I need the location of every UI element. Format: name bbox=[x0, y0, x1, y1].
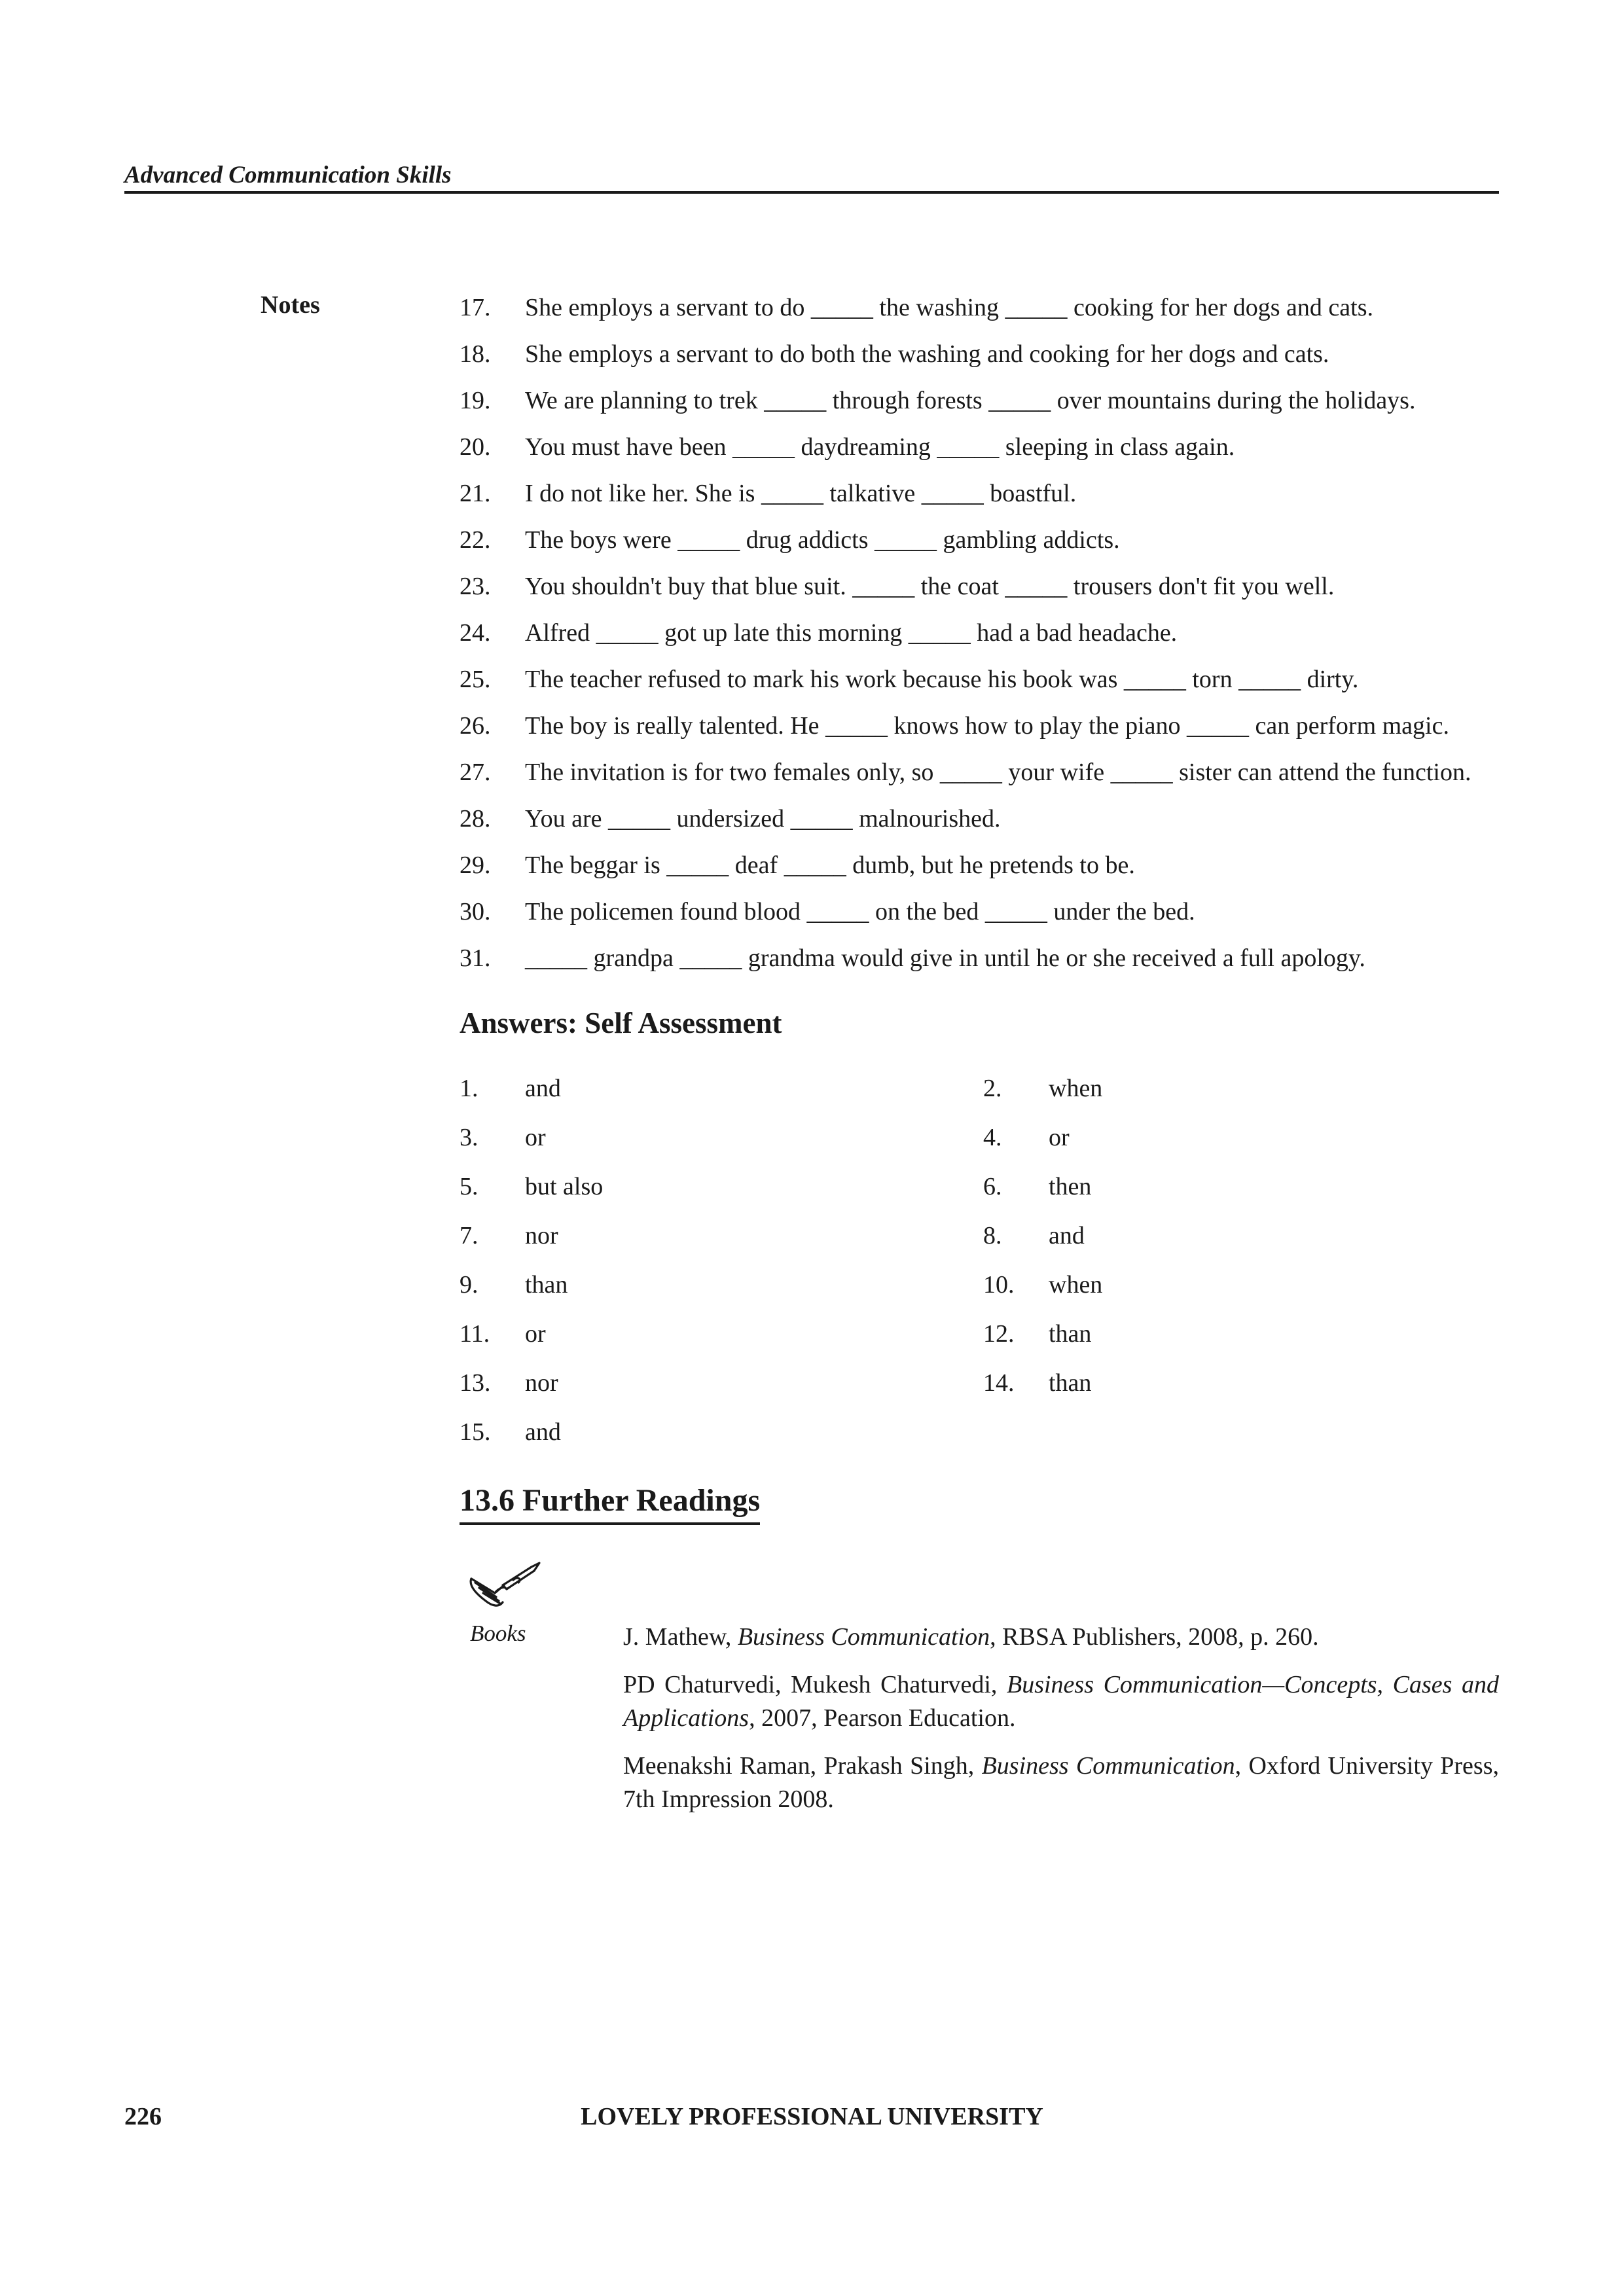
answer-text: when bbox=[1049, 1075, 1103, 1102]
answer-number: 11. bbox=[460, 1320, 490, 1348]
question-item bbox=[460, 756, 1499, 789]
answer-item bbox=[460, 1367, 983, 1400]
question-text: The boys were _____ drug addicts _____ gambling addicts. bbox=[525, 526, 1120, 554]
question-number: 18. bbox=[460, 340, 491, 368]
main-content bbox=[460, 291, 1499, 1831]
page-number: 226 bbox=[124, 2103, 162, 2130]
answer-text: then bbox=[1049, 1173, 1092, 1200]
references-list bbox=[623, 1559, 1499, 1831]
question-item bbox=[460, 802, 1499, 836]
reference-title: Business Communication bbox=[737, 1623, 990, 1651]
question-number: 31. bbox=[460, 944, 491, 972]
question-item bbox=[460, 663, 1499, 696]
reference-authors: J. Mathew, bbox=[623, 1623, 738, 1651]
question-number: 29. bbox=[460, 852, 491, 879]
answer-number: 13. bbox=[460, 1369, 491, 1397]
answer-item bbox=[460, 1268, 983, 1302]
question-item bbox=[460, 291, 1499, 325]
answers-list bbox=[460, 1072, 1499, 1449]
answer-text: and bbox=[525, 1075, 561, 1102]
question-text: You are _____ undersized _____ malnourished. bbox=[525, 805, 1001, 833]
question-item bbox=[460, 570, 1499, 603]
answer-item bbox=[460, 1219, 983, 1253]
question-item bbox=[460, 384, 1499, 418]
answer-number: 15. bbox=[460, 1418, 491, 1446]
question-text: You must have been _____ daydreaming _____ sleeping in class again. bbox=[525, 433, 1235, 461]
answer-text: or bbox=[525, 1320, 546, 1348]
answer-text: but also bbox=[525, 1173, 604, 1200]
reference-title: Business Communication—Concepts, Cases and Applications bbox=[623, 1671, 1499, 1732]
answer-number: 6. bbox=[983, 1173, 1002, 1200]
answer-number: 10. bbox=[983, 1271, 1015, 1299]
answer-number: 7. bbox=[460, 1222, 478, 1249]
answer-text: when bbox=[1049, 1271, 1103, 1299]
question-item bbox=[460, 942, 1499, 975]
question-number: 19. bbox=[460, 387, 491, 414]
answer-number: 9. bbox=[460, 1271, 478, 1299]
question-number: 28. bbox=[460, 805, 491, 833]
question-text: She employs a servant to do both the washing and cooking for her dogs and cats. bbox=[525, 340, 1329, 368]
answer-text: than bbox=[525, 1271, 568, 1299]
answer-text: than bbox=[1049, 1320, 1092, 1348]
question-number: 27. bbox=[460, 759, 491, 786]
reference-authors: PD Chaturvedi, Mukesh Chaturvedi, bbox=[623, 1671, 1007, 1698]
answer-item bbox=[460, 1072, 983, 1105]
question-number: 23. bbox=[460, 573, 491, 600]
further-readings-heading: 13.6 Further Readings bbox=[460, 1480, 760, 1525]
books-hand-pen-icon bbox=[466, 1559, 543, 1618]
answer-item bbox=[983, 1318, 1499, 1351]
answer-text: and bbox=[525, 1418, 561, 1446]
question-list bbox=[460, 291, 1499, 975]
question-number: 17. bbox=[460, 294, 491, 321]
question-number: 30. bbox=[460, 898, 491, 925]
answer-item bbox=[460, 1318, 983, 1351]
answer-text: than bbox=[1049, 1369, 1092, 1397]
question-number: 24. bbox=[460, 619, 491, 647]
question-text: The beggar is _____ deaf _____ dumb, but he pretends to be. bbox=[525, 852, 1135, 879]
answer-item bbox=[983, 1268, 1499, 1302]
question-text: You shouldn't buy that blue suit. _____ the coat _____ trousers don't fit you well. bbox=[525, 573, 1335, 600]
answer-number: 5. bbox=[460, 1173, 478, 1200]
question-text: _____ grandpa _____ grandma would give in until he or she received a full apology. bbox=[525, 944, 1365, 972]
books-icon-label: Books bbox=[470, 1621, 526, 1646]
answer-item bbox=[983, 1367, 1499, 1400]
question-number: 25. bbox=[460, 666, 491, 693]
books-icon-column bbox=[460, 1559, 623, 1831]
question-text: The boy is really talented. He _____ knows how to play the piano _____ can perform magic. bbox=[525, 712, 1449, 740]
question-text: The invitation is for two females only, so _____ your wife _____ sister can attend the function. bbox=[525, 759, 1471, 786]
answer-number: 3. bbox=[460, 1124, 478, 1151]
question-number: 26. bbox=[460, 712, 491, 740]
answer-text: nor bbox=[525, 1369, 558, 1397]
question-item bbox=[460, 617, 1499, 650]
question-item bbox=[460, 524, 1499, 557]
answer-text: or bbox=[525, 1124, 546, 1151]
answer-number: 1. bbox=[460, 1075, 478, 1102]
header-rule bbox=[124, 191, 1499, 194]
question-item bbox=[460, 895, 1499, 929]
reference-authors: Meenakshi Raman, Prakash Singh, bbox=[623, 1752, 982, 1780]
question-number: 20. bbox=[460, 433, 491, 461]
books-section bbox=[460, 1559, 1499, 1831]
answer-number: 8. bbox=[983, 1222, 1002, 1249]
footer-university: LOVELY PROFESSIONAL UNIVERSITY bbox=[581, 2103, 1043, 2130]
answer-item bbox=[460, 1121, 983, 1155]
question-text: We are planning to trek _____ through forests _____ over mountains during the holidays. bbox=[525, 387, 1416, 414]
question-text: Alfred _____ got up late this morning _____ had a bad headache. bbox=[525, 619, 1178, 647]
question-text: The teacher refused to mark his work because his book was _____ torn _____ dirty. bbox=[525, 666, 1359, 693]
answer-number: 2. bbox=[983, 1075, 1002, 1102]
question-item bbox=[460, 709, 1499, 743]
answers-heading: Answers: Self Assessment bbox=[460, 1007, 782, 1039]
answer-text: and bbox=[1049, 1222, 1085, 1249]
answer-item bbox=[983, 1170, 1499, 1204]
answer-item bbox=[460, 1170, 983, 1204]
question-number: 22. bbox=[460, 526, 491, 554]
question-number: 21. bbox=[460, 480, 491, 507]
answer-number: 12. bbox=[983, 1320, 1015, 1348]
reference-item bbox=[623, 1668, 1499, 1735]
notes-margin-label: Notes bbox=[261, 291, 320, 319]
reference-title: Business Communication bbox=[981, 1752, 1235, 1780]
reference-item bbox=[623, 1749, 1499, 1816]
reference-item bbox=[623, 1621, 1499, 1654]
answer-item bbox=[983, 1072, 1499, 1105]
answer-number: 14. bbox=[983, 1369, 1015, 1397]
reference-publisher: , Oxford University Press, 7th Impression 2008. bbox=[623, 1752, 1499, 1813]
answer-text: or bbox=[1049, 1124, 1070, 1151]
answer-item bbox=[983, 1219, 1499, 1253]
running-title: Advanced Communication Skills bbox=[124, 162, 452, 188]
question-item bbox=[460, 477, 1499, 511]
reference-publisher: , 2007, Pearson Education. bbox=[749, 1704, 1016, 1732]
answer-item bbox=[460, 1416, 983, 1449]
question-text: I do not like her. She is _____ talkative _____ boastful. bbox=[525, 480, 1077, 507]
reference-publisher: , RBSA Publishers, 2008, p. 260. bbox=[990, 1623, 1319, 1651]
question-item bbox=[460, 338, 1499, 371]
question-item bbox=[460, 849, 1499, 882]
question-item bbox=[460, 431, 1499, 464]
answer-item bbox=[983, 1121, 1499, 1155]
answer-number: 4. bbox=[983, 1124, 1002, 1151]
question-text: The policemen found blood _____ on the bed _____ under the bed. bbox=[525, 898, 1195, 925]
answer-text: nor bbox=[525, 1222, 558, 1249]
question-text: She employs a servant to do _____ the washing _____ cooking for her dogs and cats. bbox=[525, 294, 1373, 321]
